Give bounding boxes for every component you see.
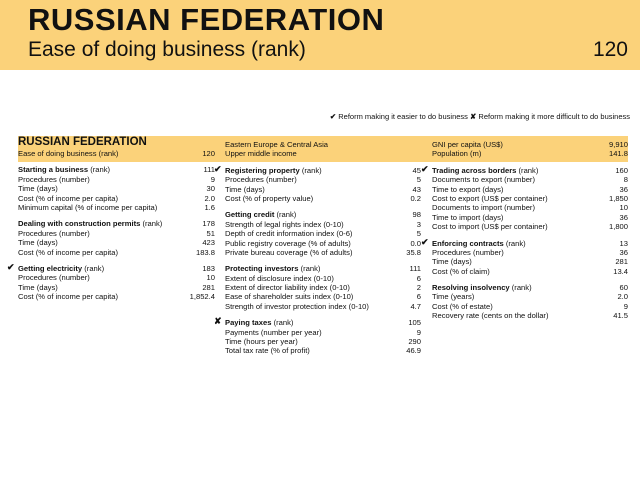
indicator-value: 290 bbox=[408, 337, 421, 347]
section-rank: 178 bbox=[202, 219, 215, 229]
section-title-unit: (rank) bbox=[505, 238, 526, 248]
section-title-unit: (rank) bbox=[90, 165, 111, 175]
indicator-label: Extent of disclosure index (0-10) bbox=[225, 273, 334, 283]
indicator-row bbox=[225, 185, 421, 194]
section-rank: 13 bbox=[619, 238, 628, 248]
indicator-row bbox=[225, 239, 421, 248]
indicator-label: Ease of shareholder suits index (0-10) bbox=[225, 292, 354, 302]
check-icon: ✔ bbox=[421, 163, 429, 174]
section-title-text: Trading across borders bbox=[432, 165, 517, 175]
indicator-value: 9 bbox=[416, 327, 421, 337]
indicator-row bbox=[225, 175, 421, 184]
section-title bbox=[214, 316, 294, 328]
indicator-value: 1,850 bbox=[608, 193, 628, 203]
indicator-value: 1,800 bbox=[608, 222, 628, 232]
indicator-row bbox=[432, 175, 628, 184]
indicator-row bbox=[225, 328, 421, 337]
income-label: Upper middle income bbox=[225, 149, 297, 159]
reform-legend bbox=[330, 112, 630, 121]
indicator-value: 423 bbox=[202, 238, 215, 248]
indicator-value: 8 bbox=[623, 175, 628, 185]
indicator-row bbox=[432, 248, 628, 257]
indicator-value: 2.0 bbox=[617, 292, 628, 302]
indicator-label: Procedures (number) bbox=[225, 175, 297, 185]
indicator-label: Cost (% of property value) bbox=[225, 193, 314, 203]
column-3 bbox=[421, 136, 628, 321]
indicator-value: 1.6 bbox=[204, 202, 215, 212]
section-contracts bbox=[421, 236, 628, 277]
indicator-value: 10 bbox=[619, 203, 628, 213]
indicator-label: Time (days) bbox=[18, 184, 58, 194]
indicator-row bbox=[432, 292, 628, 301]
indicator-value: 5 bbox=[416, 175, 421, 185]
check-icon: ✔ bbox=[214, 163, 222, 174]
section-taxes bbox=[214, 316, 421, 356]
section-starting-business bbox=[18, 165, 215, 212]
indicator-label: Cost (% of claim) bbox=[432, 266, 490, 276]
indicator-label: Procedures (number) bbox=[18, 174, 90, 184]
indicator-row bbox=[18, 238, 215, 247]
indicator-value: 6 bbox=[416, 273, 421, 283]
indicator-value: 10 bbox=[206, 273, 215, 283]
cross-icon: ✘ bbox=[214, 316, 222, 327]
section-credit bbox=[225, 210, 421, 257]
indicator-label: Cost to import (US$ per container) bbox=[432, 222, 548, 232]
page-subtitle: Ease of doing business (rank) bbox=[28, 38, 306, 61]
indicator-row bbox=[18, 292, 215, 301]
indicator-row bbox=[18, 175, 215, 184]
indicator-value: 183.8 bbox=[195, 247, 215, 257]
overall-rank: 120 bbox=[592, 38, 628, 61]
section-investors bbox=[225, 264, 421, 311]
indicator-row bbox=[18, 283, 215, 292]
section-rank: 111 bbox=[203, 165, 215, 175]
indicator-value: 36 bbox=[619, 184, 628, 194]
section-property bbox=[214, 163, 421, 204]
indicator-row bbox=[225, 248, 421, 257]
region-label: Eastern Europe & Central Asia bbox=[225, 140, 328, 149]
indicator-label: Time (days) bbox=[432, 257, 472, 267]
section-title bbox=[421, 236, 526, 248]
indicator-row bbox=[18, 248, 215, 257]
indicator-label: Procedures (number) bbox=[18, 273, 90, 283]
indicator-row bbox=[432, 267, 628, 276]
country-name: RUSSIAN FEDERATION bbox=[18, 136, 147, 148]
indicator-label: Procedures (number) bbox=[18, 228, 90, 238]
indicator-row bbox=[18, 203, 215, 212]
section-title-row bbox=[421, 236, 628, 248]
gni-label: GNI per capita (US$) bbox=[432, 140, 503, 149]
section-title-row bbox=[18, 219, 215, 228]
indicator-value: 4.7 bbox=[410, 301, 421, 311]
ease-rank-value: 120 bbox=[202, 149, 215, 158]
section-insolvency bbox=[432, 283, 628, 321]
section-title-unit: (rank) bbox=[84, 263, 105, 273]
section-title-text: Dealing with construction permits bbox=[18, 219, 141, 229]
indicator-row bbox=[432, 311, 628, 320]
ease-rank-row bbox=[18, 149, 215, 158]
indicator-value: 30 bbox=[206, 184, 215, 194]
section-title-unit: (rank) bbox=[300, 264, 321, 274]
indicator-value: 1,852.4 bbox=[189, 292, 215, 302]
indicator-label: Total tax rate (% of profit) bbox=[225, 346, 310, 356]
section-title-unit: (rank) bbox=[276, 210, 297, 220]
section-title-text: Enforcing contracts bbox=[432, 238, 504, 248]
section-title-text: Getting credit bbox=[225, 210, 275, 220]
gni-value: 9,910 bbox=[608, 140, 628, 149]
ease-rank-label: Ease of doing business (rank) bbox=[18, 149, 119, 158]
section-title bbox=[7, 261, 105, 273]
indicator-row bbox=[432, 213, 628, 222]
indicator-value: 43 bbox=[412, 184, 421, 194]
indicator-row bbox=[432, 222, 628, 231]
indicator-value: 9 bbox=[623, 301, 628, 311]
indicator-label: Public registry coverage (% of adults) bbox=[225, 238, 351, 248]
legend-harder-text: Reform making it more difficult to do business bbox=[478, 112, 630, 121]
indicator-row bbox=[18, 194, 215, 203]
indicator-value: 9 bbox=[210, 174, 215, 184]
income-row bbox=[225, 149, 421, 158]
section-rank: 105 bbox=[408, 318, 421, 328]
population-value: 141.8 bbox=[608, 149, 628, 159]
section-title-unit: (rank) bbox=[301, 165, 322, 175]
section-rank: 60 bbox=[619, 283, 628, 293]
indicator-value: 281 bbox=[615, 257, 628, 267]
gni-row bbox=[432, 140, 628, 149]
indicator-row bbox=[432, 185, 628, 194]
section-title bbox=[225, 264, 320, 273]
section-title-row bbox=[7, 261, 215, 273]
indicator-row bbox=[225, 346, 421, 355]
indicator-label: Cost (% of income per capita) bbox=[18, 193, 119, 203]
section-title-text: Resolving insolvency bbox=[432, 283, 510, 293]
section-title-unit: (rank) bbox=[142, 219, 163, 229]
indicator-label: Time (days) bbox=[18, 238, 58, 248]
indicator-value: 36 bbox=[619, 212, 628, 222]
indicator-row bbox=[225, 274, 421, 283]
section-title-unit: (rank) bbox=[511, 283, 532, 293]
indicator-value: 35.8 bbox=[406, 247, 421, 257]
indicator-label: Cost (% of income per capita) bbox=[18, 247, 119, 257]
section-rank: 183 bbox=[202, 263, 215, 273]
indicator-row bbox=[225, 337, 421, 346]
indicator-label: Time to import (days) bbox=[432, 212, 504, 222]
indicator-value: 13.4 bbox=[613, 266, 628, 276]
section-rank: 45 bbox=[412, 165, 421, 175]
indicator-label: Procedures (number) bbox=[432, 247, 504, 257]
indicator-row bbox=[432, 203, 628, 212]
indicator-value: 0.2 bbox=[410, 193, 421, 203]
indicator-value: 2 bbox=[416, 283, 421, 293]
indicator-label: Time to export (days) bbox=[432, 184, 504, 194]
section-title-row bbox=[225, 210, 421, 219]
indicator-row bbox=[225, 283, 421, 292]
section-title-text: Starting a business bbox=[18, 165, 89, 175]
indicator-label: Documents to import (number) bbox=[432, 203, 535, 213]
indicator-value: 0.0 bbox=[410, 238, 421, 248]
section-title-text: Registering property bbox=[225, 165, 300, 175]
indicator-label: Cost (% of estate) bbox=[432, 301, 493, 311]
check-icon: ✔ bbox=[421, 236, 429, 247]
section-trading bbox=[421, 163, 628, 232]
header-banner bbox=[0, 0, 640, 70]
indicator-label: Strength of legal rights index (0-10) bbox=[225, 219, 344, 229]
indicator-row bbox=[225, 292, 421, 301]
indicator-label: Time (years) bbox=[432, 292, 475, 302]
section-rank: 111 bbox=[409, 264, 421, 274]
indicator-label: Cost to export (US$ per container) bbox=[432, 193, 548, 203]
section-title-text: Paying taxes bbox=[225, 318, 272, 328]
indicator-label: Private bureau coverage (% of adults) bbox=[225, 247, 353, 257]
column-2 bbox=[214, 136, 421, 356]
section-construction bbox=[18, 219, 215, 257]
indicator-row bbox=[18, 184, 215, 193]
indicator-label: Extent of director liability index (0-10) bbox=[225, 283, 350, 293]
section-electricity bbox=[7, 261, 215, 302]
column-1 bbox=[7, 136, 215, 302]
indicator-row bbox=[225, 229, 421, 238]
section-title bbox=[225, 210, 296, 219]
indicator-label: Cost (% of income per capita) bbox=[18, 292, 119, 302]
section-title-text: Protecting investors bbox=[225, 264, 299, 274]
indicator-value: 2.0 bbox=[204, 193, 215, 203]
cross-icon: ✘ bbox=[470, 112, 477, 121]
indicator-label: Documents to export (number) bbox=[432, 175, 535, 185]
indicator-label: Time (hours per year) bbox=[225, 337, 298, 347]
indicator-value: 41.5 bbox=[613, 311, 628, 321]
indicator-value: 51 bbox=[206, 228, 215, 238]
section-title-row bbox=[214, 316, 421, 328]
section-title bbox=[421, 163, 539, 175]
indicator-row bbox=[18, 273, 215, 282]
indicator-label: Depth of credit information index (0-6) bbox=[225, 229, 353, 239]
population-label: Population (m) bbox=[432, 149, 482, 159]
indicator-row bbox=[432, 302, 628, 311]
indicator-label: Time (days) bbox=[18, 282, 58, 292]
indicator-label: Payments (number per year) bbox=[225, 327, 322, 337]
indicator-label: Recovery rate (cents on the dollar) bbox=[432, 311, 549, 321]
section-title-row bbox=[225, 264, 421, 273]
indicator-value: 36 bbox=[619, 247, 628, 257]
indicator-value: 281 bbox=[202, 282, 215, 292]
indicator-value: 5 bbox=[416, 229, 421, 239]
population-row bbox=[432, 149, 628, 158]
section-title-row bbox=[214, 163, 421, 175]
indicator-label: Time (days) bbox=[225, 184, 265, 194]
section-title bbox=[214, 163, 322, 175]
indicator-row bbox=[225, 194, 421, 203]
section-title-unit: (rank) bbox=[273, 318, 294, 328]
indicator-label: Strength of investor protection index (0-10) bbox=[225, 301, 369, 311]
section-title-row bbox=[421, 163, 628, 175]
indicator-value: 6 bbox=[416, 292, 421, 302]
section-title-unit: (rank) bbox=[518, 165, 539, 175]
section-title-row bbox=[432, 283, 628, 292]
region-row bbox=[225, 140, 421, 149]
indicator-row bbox=[225, 220, 421, 229]
indicator-row bbox=[432, 194, 628, 203]
section-title bbox=[18, 165, 110, 174]
section-title bbox=[18, 219, 162, 228]
indicator-row bbox=[225, 302, 421, 311]
check-icon: ✔ bbox=[329, 112, 337, 121]
section-title-row bbox=[18, 165, 215, 174]
section-title-text: Getting electricity bbox=[18, 263, 83, 273]
section-rank: 160 bbox=[615, 165, 628, 175]
legend-easier-text: Reform making it easier to do business bbox=[338, 112, 468, 121]
check-icon: ✔ bbox=[7, 261, 15, 272]
section-title bbox=[432, 283, 532, 292]
indicator-row bbox=[18, 229, 215, 238]
indicator-value: 3 bbox=[416, 219, 421, 229]
indicator-row bbox=[432, 257, 628, 266]
indicator-value: 46.9 bbox=[406, 346, 421, 356]
indicator-label: Minimum capital (% of income per capita) bbox=[18, 202, 158, 212]
page-title: RUSSIAN FEDERATION bbox=[28, 2, 385, 37]
section-rank: 98 bbox=[412, 210, 421, 220]
